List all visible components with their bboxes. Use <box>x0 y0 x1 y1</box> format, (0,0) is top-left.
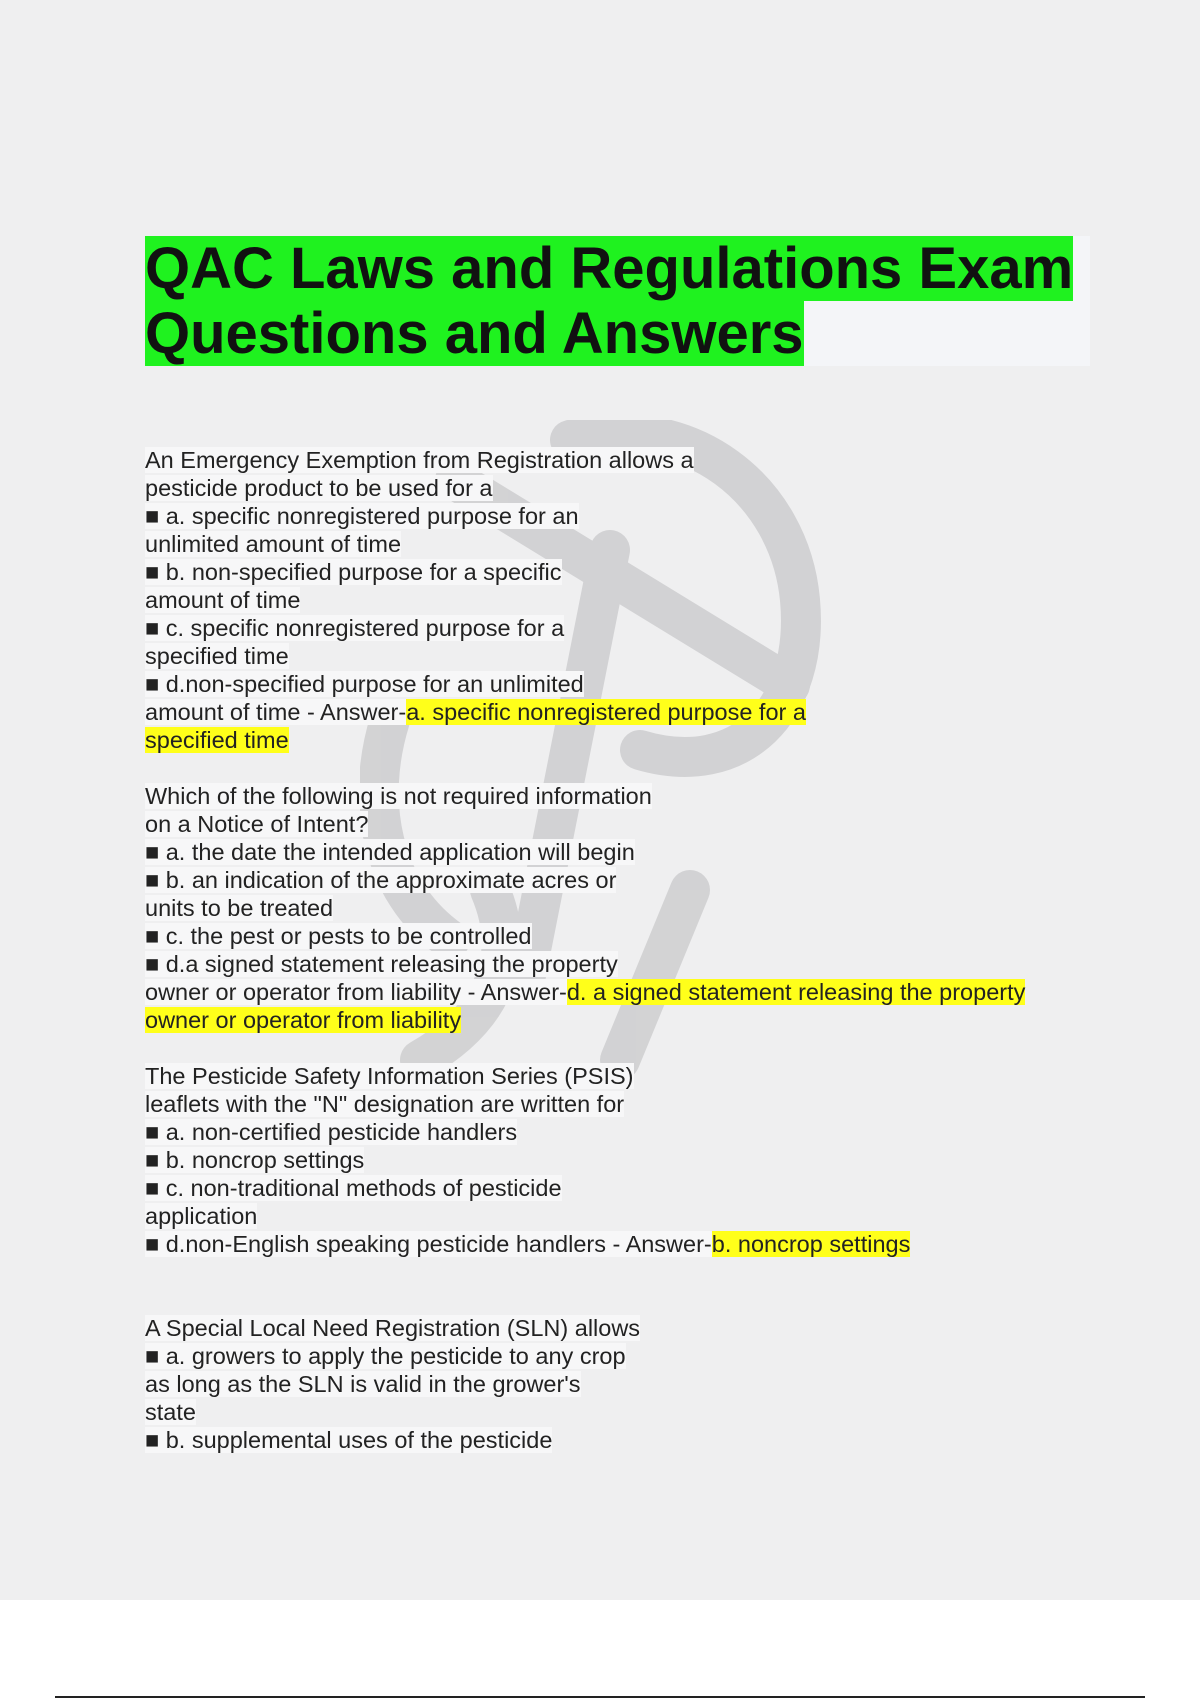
option-c: ■ c. the pest or pests to be controlled <box>145 923 532 949</box>
option-a: ■ a. specific nonregistered purpose for an <box>145 503 579 529</box>
answer-highlight: owner or operator from liability <box>145 1007 462 1033</box>
answer-line-cont <box>145 726 1095 754</box>
option-c-cont: application <box>145 1203 258 1229</box>
title-line-2: Questions and Answers <box>145 301 804 366</box>
answer-prefix: owner or operator from liability - Answer- <box>145 979 567 1005</box>
option-a: ■ a. non-certified pesticide handlers <box>145 1119 518 1145</box>
option-d: ■ d.a signed statement releasing the property <box>145 951 618 977</box>
option-b-cont: amount of time <box>145 587 301 613</box>
option-a-cont: unlimited amount of time <box>145 531 402 557</box>
answer-highlight: specified time <box>145 727 289 753</box>
answer-prefix: ■ d.non-English speaking pesticide handlers - Answer- <box>145 1231 712 1257</box>
answer-line <box>145 978 1095 1006</box>
question-line: pesticide product to be used for a <box>145 475 493 501</box>
question-line: The Pesticide Safety Information Series (PSIS) <box>145 1063 634 1089</box>
option-b: ■ b. noncrop settings <box>145 1147 365 1173</box>
option-c-cont: specified time <box>145 643 289 669</box>
question-line: on a Notice of Intent? <box>145 811 369 837</box>
option-c: ■ c. specific nonregistered purpose for a <box>145 615 565 641</box>
questions-list <box>145 446 1095 1482</box>
question-line: A Special Local Need Registration (SLN) allows <box>145 1315 641 1341</box>
option-a-cont: state <box>145 1399 196 1425</box>
option-c: ■ c. non-traditional methods of pesticide <box>145 1175 562 1201</box>
answer-highlight: b. noncrop settings <box>711 1231 911 1257</box>
question-4 <box>145 1314 1095 1454</box>
option-a: ■ a. the date the intended application will begin <box>145 839 635 865</box>
option-b: ■ b. an indication of the approximate acres or <box>145 867 617 893</box>
question-line: An Emergency Exemption from Registration allows a <box>145 447 694 473</box>
question-3 <box>145 1062 1095 1258</box>
option-a: ■ a. growers to apply the pesticide to any crop <box>145 1343 626 1369</box>
question-line: Which of the following is not required information <box>145 783 652 809</box>
option-b-cont: units to be treated <box>145 895 334 921</box>
option-d: ■ d.non-specified purpose for an unlimited <box>145 671 584 697</box>
option-a-cont: as long as the SLN is valid in the grower's <box>145 1371 581 1397</box>
title-block <box>145 236 1090 366</box>
answer-highlight: d. a signed statement releasing the property <box>566 979 1026 1005</box>
document-title <box>145 236 1090 366</box>
question-2 <box>145 782 1095 1034</box>
footer-rule <box>55 1696 1145 1698</box>
title-line-1: QAC Laws and Regulations Exam <box>145 236 1074 301</box>
answer-line <box>145 698 1095 726</box>
question-line: leaflets with the "N" designation are written for <box>145 1091 625 1117</box>
answer-line-cont <box>145 1006 1095 1034</box>
option-b: ■ b. non-specified purpose for a specific <box>145 559 562 585</box>
answer-highlight: a. specific nonregistered purpose for a <box>406 699 806 725</box>
answer-prefix: amount of time - Answer- <box>145 699 407 725</box>
answer-line <box>145 1230 1095 1258</box>
question-1 <box>145 446 1095 754</box>
option-b: ■ b. supplemental uses of the pesticide <box>145 1427 553 1453</box>
